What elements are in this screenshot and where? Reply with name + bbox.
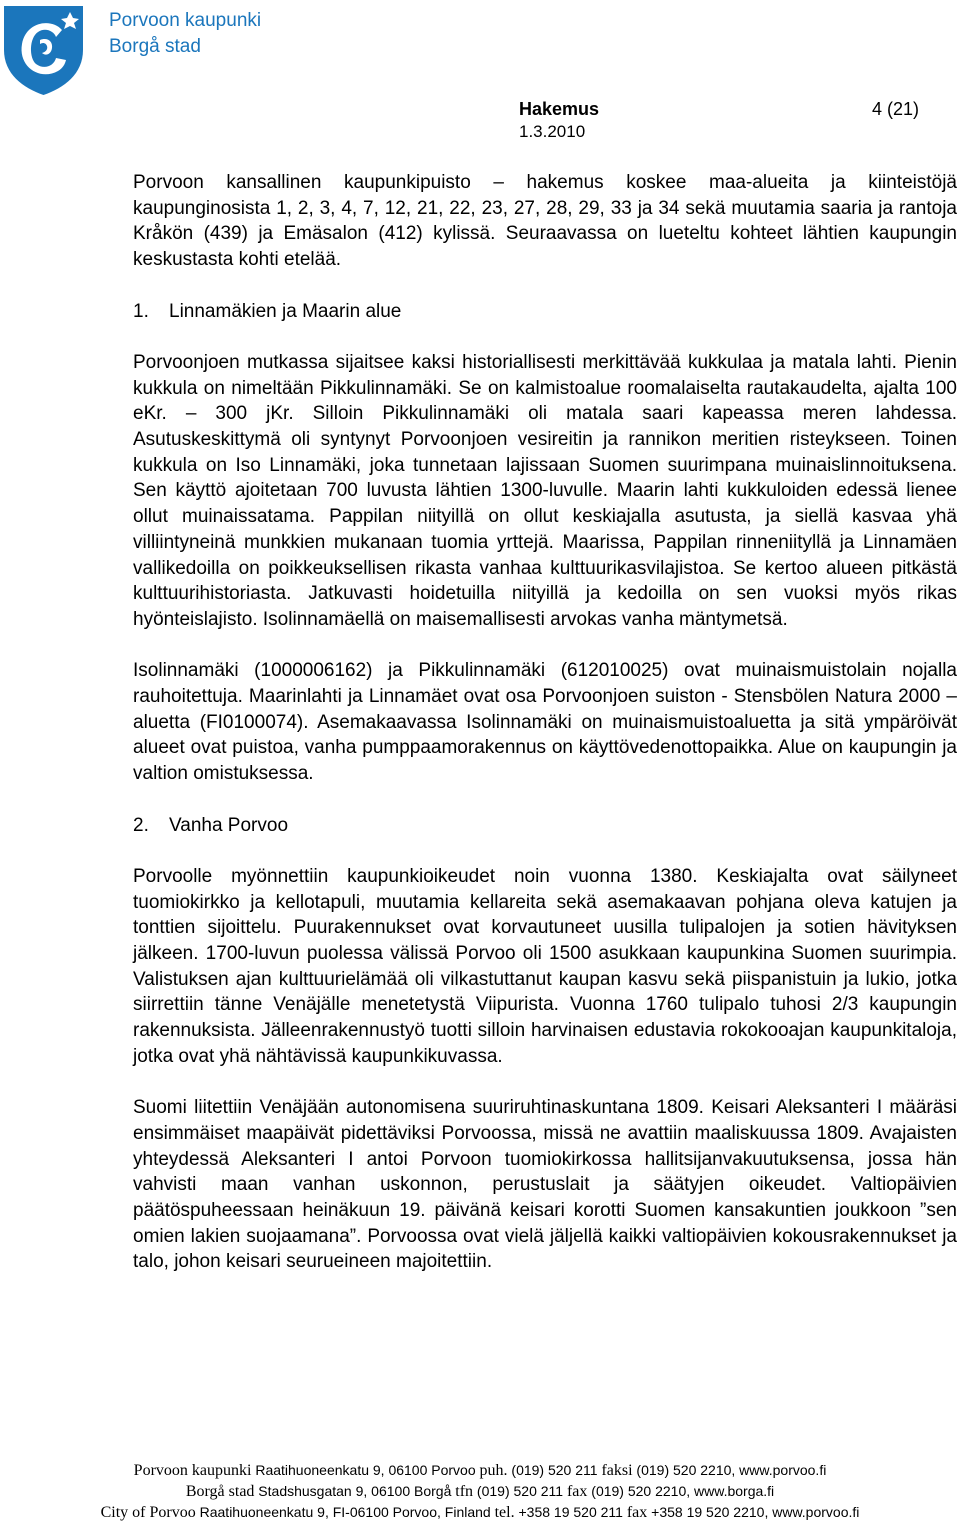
section-2-paragraph-2: Suomi liitettiin Venäjään autonomisena suuriruhtinaskuntana 1809. Keisari Aleksanteri I määräsi ensimmäiset maapäivät pidettäviksi Porvoossa, missä ne avattiin maaliskuussa 1809. Avajaisten yhteydessä Aleksanteri I antoi Porvoon tuomiokirkossa hallitsijanvakuutuksensa, jossa hän vahvisti maan vanhan uskonnon, perustuslait ja säätyjen oikeudet. Valtiopäivien päätöspuheessaan heinäkuun 19. päivänä keisari korotti Suomen kansakuntien joukkoon ”sen omien lakien suojaamana”. Porvoossa ovat vielä jäljellä kaikki valtiopäivien kokousrakennukset ja talo, johon keisari seurueineen majoitettiin. [133,1097,957,1273]
section-title: Linnamäkien ja Maarin alue [169,300,402,322]
footer-address: Raatihuoneenkatu 9, 06100 Porvoo [251,1462,480,1478]
footer-fax-web: (019) 520 2210, www.porvoo.fi [632,1462,827,1478]
section-heading-2 [133,813,957,839]
section-number: 1. [133,300,149,322]
footer-fax-label: fax [566,1483,588,1500]
footer-fax-label: faksi [601,1462,633,1479]
document-body [133,170,957,1301]
footer-line-swedish [0,1481,960,1502]
footer-phone: (019) 520 211 [473,1483,567,1499]
intro-paragraph: Porvoon kansallinen kaupunkipuisto – hakemus koskee maa-alueita ja kiinteistöjä kaupunginosista 1, 2, 3, 4, 7, 12, 21, 22, 23, 27, 28, 29, 33 ja 34 sekä muutamia saaria ja rantoja Kråkön (439) ja Emäsalon (412) kylissä. Seuraavassa on lueteltu kohteet lähtien kaupungin keskustasta kohti etelää. [133,172,957,271]
page-number: 4 (21) [872,99,920,119]
section-2-paragraph-1: Porvoolle myönnettiin kaupunkioikeudet noin vuonna 1380. Keskiajalta ovat säilyneet tuomiokirkko ja kellotapuli, muutamia kellareita sekä asemakaavan pohjana oleva katujen ja tonttien sijoittelu. Puurakennukset ovat korvautuneet uusilla tulipalojen ja sotien hävityksen jälkeen. 1700-luvun puolessa välissä Porvoo oli 1500 asukkaan kaupunkina Suomen suurimpia. Valistuksen ajan kulttuurielämää oli vilkastuttanut kaupan kasvu sekä piispanistuin ja lukio, jotka siirrettiin tänne Venäjälle menetetystä Viipurista. Vuonna 1760 tulipalo tuhosi 2/3 kaupungin rakennuksista. Jälleenrakennustyö tuotti silloin harvinaisen edustavia rokokooajan kaupunkitaloja, jotka ovat yhä nähtävissä kaupunkikuvassa. [133,865,957,1067]
footer-org-name: City of Porvoo [100,1504,196,1521]
section-heading-1 [133,299,957,325]
section-number: 2. [133,814,149,836]
footer-line-finnish [0,1460,960,1481]
section-1-paragraph-1: Porvoonjoen mutkassa sijaitsee kaksi historiallisesti merkittävää kukkulaa ja matala lahti. Pienin kukkula on nimeltään Pikkulinnamäki. Se on kalmistoalue roomalaiselta rautakaudelta, ajalta 100 eKr. – 300 jKr. Silloin Pikkulinnamäki oli matala saari kapeassa meren lahdessa. Asutuskeskittymä oli syntynyt Porvoonjoen vesireitin ja rannikon meritien risteykseen. Toinen kukkula on Iso Linnamäki, joka tunnetaan lajissaan Suomen suurimpana muinaislinnoituksena. Sen käyttö ajoitetaan 700 luvusta lähtien 1300-luvulle. Maarin lahti kukkuloiden edessä lienee ollut muinaissatama. Pappilan niityillä on ollut keskiajalla asutusta, ja siellä kasvaa yhä villiintyneinä munkkien mukanaan tuomia yrttejä. Maarissa, Pappilan rinneniityllä ja Linnamäen vallikedoilla on poikkeuksellisen rikasta vanhaa kulttuurikasvilajistoa. Se kertoo alueen pitkästä kulttuurihistoriasta. Jatkuvasti hoidetuilla niityillä ja kedoilla on sen vuoksi myös rikas hyönteislajisto. Isolinnamäellä on maisemallisesti arvokas vanha mäntymetsä. [133,351,957,630]
footer-phone: (019) 520 211 [507,1462,602,1478]
footer-phone-label: tfn [455,1483,474,1500]
org-name-swedish: Borgå stad [109,36,201,57]
footer-phone-label: puh. [479,1462,508,1479]
footer-fax-web: (019) 520 2210, www.borga.fi [587,1483,775,1499]
footer-fax-label: fax [626,1504,648,1521]
footer-phone: +358 19 520 211 [514,1504,627,1520]
document-date: 1.3.2010 [519,122,586,141]
page-footer [0,1460,960,1523]
document-type: Hakemus [519,99,600,119]
org-name-finnish: Porvoon kaupunki [109,10,262,31]
section-title: Vanha Porvoo [169,814,289,836]
footer-fax-web: +358 19 520 2210, www.porvoo.fi [647,1504,860,1520]
footer-address: Raatihuoneenkatu 9, FI-06100 Porvoo, Finland [195,1504,495,1520]
coat-of-arms-logo-icon [0,4,87,96]
footer-phone-label: tel. [494,1504,515,1521]
footer-line-english [0,1502,960,1523]
footer-org-name: Borgå stad [185,1483,255,1500]
footer-address: Stadshusgatan 9, 06100 Borgå [254,1483,456,1499]
footer-org-name: Porvoon kaupunki [133,1462,252,1479]
section-1-paragraph-2: Isolinnamäki (1000006162) ja Pikkulinnamäki (612010025) ovat muinaismuistolain nojalla rauhoitettuja. Maarinlahti ja Linnamäet ovat osa Porvoonjoen suiston - Stensbölen Natura 2000 –aluetta (FI0100074). Asemakaavassa Isolinnamäki on muinaismuistoaluetta ja sitä ympäröivät alueet ovat puistoa, vanha pumppaamorakennus on käyttövedenottopaikka. Alue on kaupungin ja valtion omistuksessa. [133,660,957,785]
organization-name [109,8,261,60]
